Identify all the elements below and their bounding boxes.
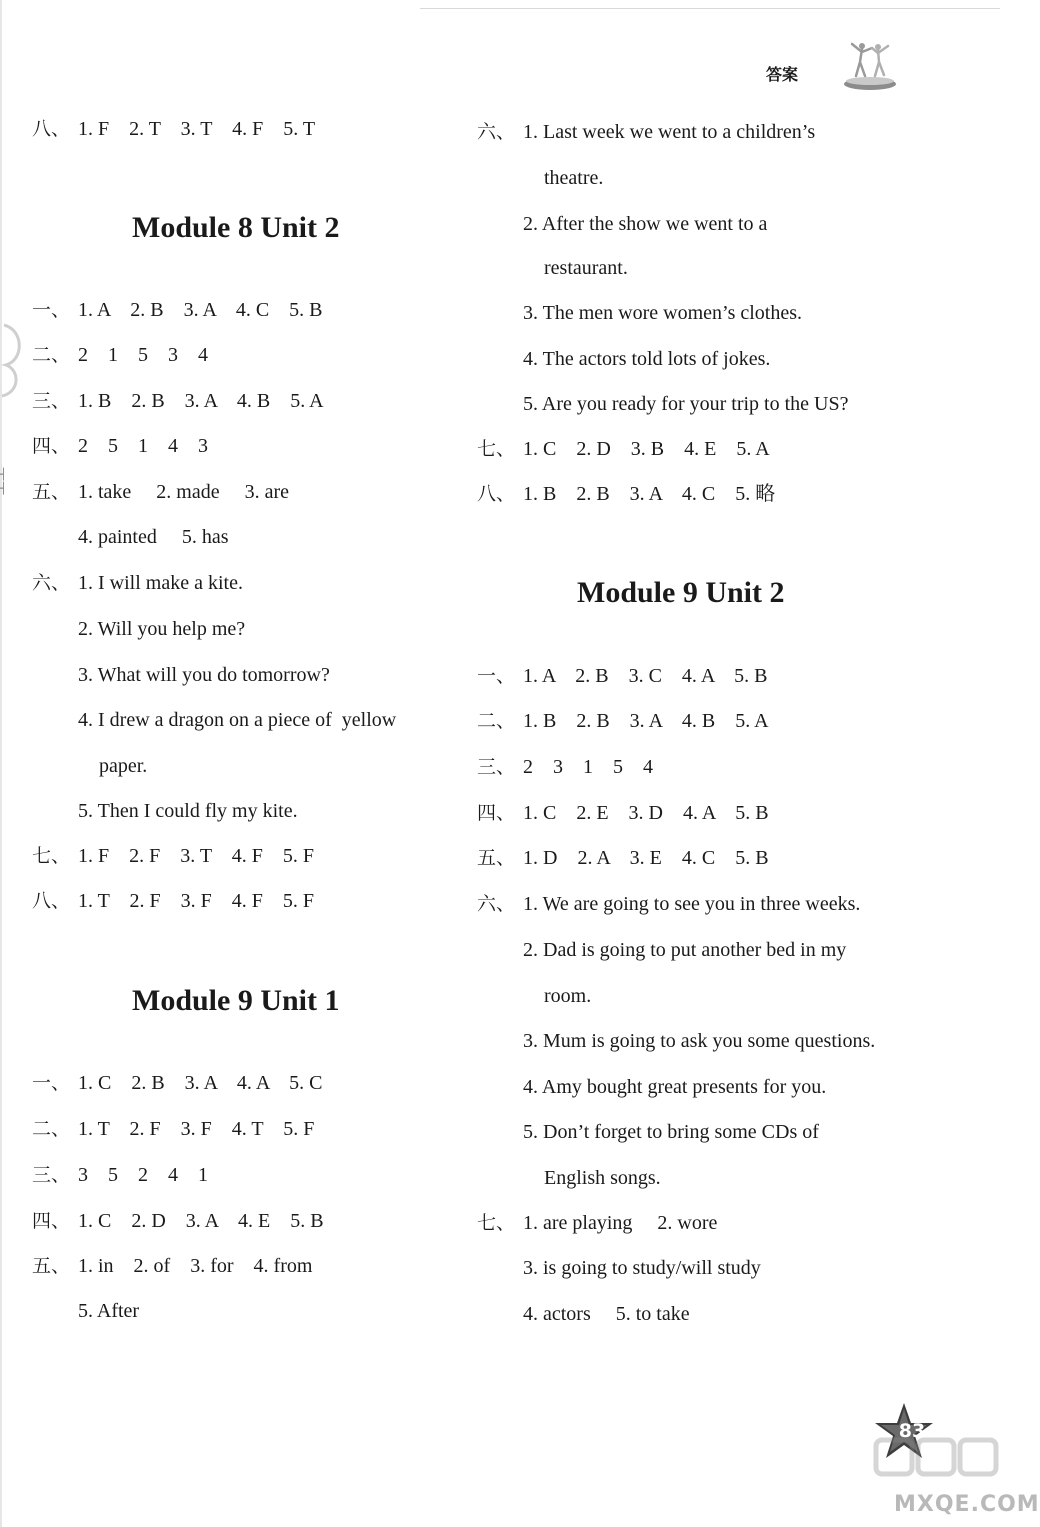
answer-text: 1. take 2. made 3. are xyxy=(78,481,290,503)
answer-continuation xyxy=(477,1075,826,1099)
answer-text: 1. are playing 2. wore xyxy=(523,1212,718,1234)
question-number: 六、 xyxy=(32,572,71,594)
question-number: 八、 xyxy=(32,118,71,140)
margin-marks: ┤ ┤ xyxy=(0,468,7,495)
question-number: 五、 xyxy=(32,1255,71,1277)
question-number: 二、 xyxy=(32,1118,71,1140)
answer-continuation xyxy=(32,525,229,549)
answer-text: 1. A 2. B 3. A 4. C 5. B xyxy=(78,299,323,321)
answer-text: 1. B 2. B 3. A 4. B 5. A xyxy=(78,390,324,412)
answer-line xyxy=(32,1117,314,1141)
answer-text: restaurant. xyxy=(544,257,628,279)
answer-text: 4. The actors told lots of jokes. xyxy=(523,348,771,370)
question-number: 六、 xyxy=(477,893,516,915)
answer-line xyxy=(477,709,769,733)
section-heading: Module 9 Unit 2 xyxy=(577,576,785,609)
question-number: 二、 xyxy=(32,344,71,366)
answer-text: theatre. xyxy=(544,167,604,189)
answer-text: 2 5 1 4 3 xyxy=(78,435,208,457)
answer-continuation xyxy=(32,799,298,823)
question-number: 七、 xyxy=(477,1212,516,1234)
answer-text: 4. Amy bought great presents for you. xyxy=(523,1076,827,1098)
answer-line xyxy=(32,1254,312,1278)
question-number: 七、 xyxy=(32,845,71,867)
answer-continuation xyxy=(477,1029,875,1053)
answer-continuation xyxy=(32,754,147,778)
answer-text: 1. We are going to see you in three weeks. xyxy=(523,893,861,915)
page-edge xyxy=(0,0,2,1527)
answer-continuation xyxy=(32,708,396,732)
answer-text: 3. What will you do tomorrow? xyxy=(78,664,330,686)
page-number: 83 xyxy=(898,1420,926,1442)
answer-line xyxy=(477,892,860,916)
answer-text: 1. F 2. F 3. T 4. F 5. F xyxy=(78,845,314,867)
answer-line xyxy=(477,120,815,144)
answer-text: 1. B 2. B 3. A 4. C 5. 略 xyxy=(523,483,776,505)
answer-text: 5. After xyxy=(78,1300,140,1322)
answer-text: 1. D 2. A 3. E 4. C 5. B xyxy=(523,847,769,869)
question-number: 四、 xyxy=(32,1210,71,1232)
answer-text: 1. C 2. B 3. A 4. A 5. C xyxy=(78,1072,323,1094)
answer-continuation xyxy=(477,392,848,416)
answer-text: 2. After the show we went to a xyxy=(523,213,768,235)
answer-line xyxy=(477,755,653,779)
answer-line xyxy=(32,480,289,504)
answer-text: 4. I drew a dragon on a piece of yellow xyxy=(78,709,397,731)
answer-continuation xyxy=(477,1256,761,1280)
answer-text: 1. in 2. of 3. for 4. from xyxy=(78,1255,313,1277)
answer-line xyxy=(477,664,768,688)
answer-line xyxy=(32,343,208,367)
answer-text: 1. Last week we went to a children’s xyxy=(523,121,816,143)
section-heading: Module 9 Unit 1 xyxy=(132,984,340,1017)
answer-text: 2 1 5 3 4 xyxy=(78,344,208,366)
question-number: 五、 xyxy=(32,481,71,503)
answer-text: 5. Don’t forget to bring some CDs of xyxy=(523,1121,819,1143)
answer-line xyxy=(477,437,770,461)
answer-text: paper. xyxy=(99,755,148,777)
question-number: 一、 xyxy=(32,1072,71,1094)
answer-text: 3. is going to study/will study xyxy=(523,1257,761,1279)
question-number: 五、 xyxy=(477,847,516,869)
question-number: 三、 xyxy=(32,390,71,412)
answer-continuation xyxy=(477,166,603,190)
answer-text: 4. actors 5. to take xyxy=(523,1303,690,1325)
answer-line xyxy=(32,434,208,458)
answer-text: 3. Mum is going to ask you some questions. xyxy=(523,1030,876,1052)
answer-line xyxy=(32,1209,324,1233)
answer-continuation xyxy=(477,1302,690,1326)
dancers-icon xyxy=(842,40,898,92)
answer-line xyxy=(32,298,323,322)
answer-continuation xyxy=(477,212,767,236)
answer-continuation xyxy=(477,1120,819,1144)
answer-line xyxy=(32,389,324,413)
answer-text: 1. B 2. B 3. A 4. B 5. A xyxy=(523,710,769,732)
question-number: 八、 xyxy=(477,483,516,505)
answer-line xyxy=(32,571,243,595)
question-number: 七、 xyxy=(477,438,516,460)
answer-text: room. xyxy=(544,985,592,1007)
question-number: 一、 xyxy=(32,299,71,321)
answer-text: 3 5 2 4 1 xyxy=(78,1164,208,1186)
answer-line xyxy=(32,844,314,868)
question-number: 三、 xyxy=(477,756,516,778)
answer-continuation xyxy=(477,984,591,1008)
answer-continuation xyxy=(477,301,802,325)
answer-continuation xyxy=(32,663,330,687)
margin-ornament-icon xyxy=(0,320,30,400)
answer-continuation xyxy=(477,347,770,371)
answer-text: 1. A 2. B 3. C 4. A 5. B xyxy=(523,665,768,687)
answer-text: 2. Dad is going to put another bed in my xyxy=(523,939,847,961)
question-number: 四、 xyxy=(32,435,71,457)
watermark-text: MXQE.COM xyxy=(894,1492,1040,1517)
question-number: 二、 xyxy=(477,710,516,732)
answer-text: 1. C 2. D 3. A 4. E 5. B xyxy=(78,1210,324,1232)
question-number: 一、 xyxy=(477,665,516,687)
answer-continuation xyxy=(477,938,846,962)
top-rule xyxy=(420,8,1000,9)
answer-line xyxy=(32,889,314,913)
answer-line xyxy=(32,1163,208,1187)
answer-text: 2 3 1 5 4 xyxy=(523,756,653,778)
answer-continuation xyxy=(477,1166,661,1190)
answer-line xyxy=(32,117,315,141)
section-heading: Module 8 Unit 2 xyxy=(132,211,340,244)
answer-line xyxy=(32,1071,323,1095)
answer-text: 1. T 2. F 3. F 4. F 5. F xyxy=(78,890,314,912)
answer-text: 1. C 2. D 3. B 4. E 5. A xyxy=(523,438,770,460)
answer-text: 1. I will make a kite. xyxy=(78,572,243,594)
question-number: 六、 xyxy=(477,121,516,143)
answer-continuation xyxy=(477,256,628,280)
question-number: 八、 xyxy=(32,890,71,912)
answer-continuation xyxy=(32,617,245,641)
header-label: 答案 xyxy=(766,65,799,84)
answer-text: 1. F 2. T 3. T 4. F 5. T xyxy=(78,118,316,140)
answer-line xyxy=(477,1211,717,1235)
answer-line xyxy=(477,846,769,870)
answer-text: 1. T 2. F 3. F 4. T 5. F xyxy=(78,1118,315,1140)
answer-text: 4. painted 5. has xyxy=(78,526,229,548)
answer-text: English songs. xyxy=(544,1167,661,1189)
answer-line xyxy=(477,482,775,506)
answer-text: 5. Then I could fly my kite. xyxy=(78,800,298,822)
answer-text: 3. The men wore women’s clothes. xyxy=(523,302,803,324)
answer-continuation xyxy=(32,1299,139,1323)
question-number: 三、 xyxy=(32,1164,71,1186)
answer-text: 5. Are you ready for your trip to the US? xyxy=(523,393,849,415)
answer-line xyxy=(477,801,769,825)
answer-text: 2. Will you help me? xyxy=(78,618,246,640)
question-number: 四、 xyxy=(477,802,516,824)
answer-text: 1. C 2. E 3. D 4. A 5. B xyxy=(523,802,769,824)
